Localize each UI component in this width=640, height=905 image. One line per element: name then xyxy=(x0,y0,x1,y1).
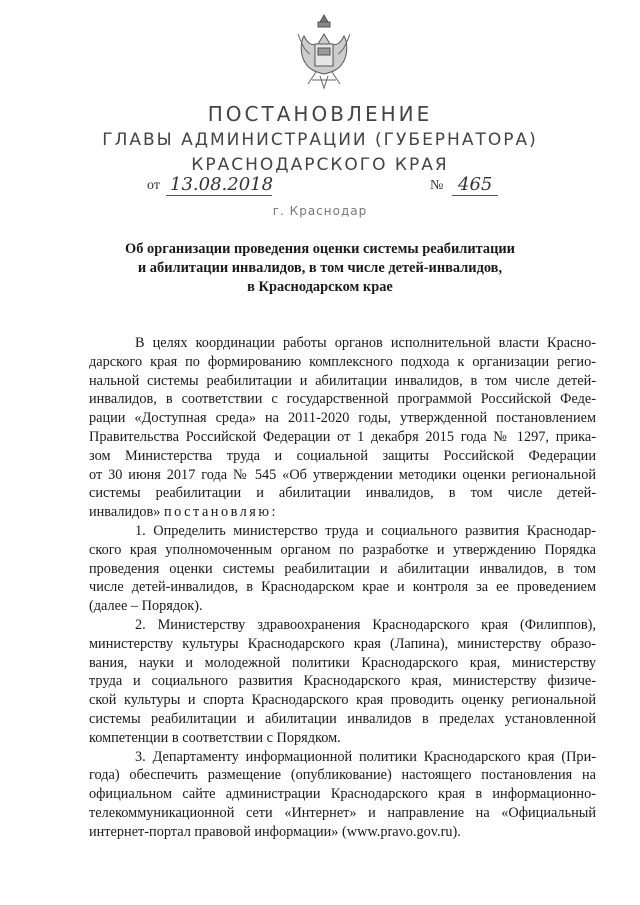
clause-2-paragraph xyxy=(89,616,596,748)
body-line: ской культуры и спорта Краснодарского края проводить оценку региональной xyxy=(89,692,596,709)
region-heading: КРАСНОДАРСКОГО КРАЯ xyxy=(191,155,449,175)
body-line: труда и социального развития Краснодарского края, министерству физиче- xyxy=(89,673,596,690)
body-line: рации «Доступная среда» на 2011-2020 годы, утвержденной постановлением xyxy=(89,410,596,427)
body-line: телекоммуникационной сети «Интернет» и направление на «Официальный xyxy=(89,804,596,821)
title-line: и абилитации инвалидов, в том числе детей-инвалидов, xyxy=(137,260,503,276)
clause-3-paragraph xyxy=(89,748,596,842)
clause-1-paragraph xyxy=(89,522,596,616)
body-line: года) обеспечить размещение (опубликование) настоящего постановления на xyxy=(89,767,596,784)
body-line: дарского края по формированию комплексного подхода к организации регио- xyxy=(89,353,596,370)
date-prefix: от xyxy=(147,178,160,193)
body-line xyxy=(89,503,596,522)
body-line: инвалидов, в соответствии с государственной программой Российской Феде- xyxy=(89,391,596,408)
issuer-heading: ГЛАВЫ АДМИНИСТРАЦИИ (ГУБЕРНАТОРА) xyxy=(102,130,538,150)
number-underline xyxy=(452,195,498,196)
body-line: В целях координации работы органов исполнительной власти Красно- xyxy=(135,335,596,351)
title-line: Об организации проведения оценки системы реабилитации xyxy=(125,241,515,257)
body-line: от 30 июня 2017 года № 545 «Об утверждении методики оценки региональной xyxy=(89,466,596,483)
resolving-word: постановляю: xyxy=(164,504,279,521)
body-line: официальном сайте администрации Краснодарского края в информационно- xyxy=(89,786,596,803)
city-label: г. Краснодар xyxy=(272,204,368,218)
resolution-body xyxy=(89,334,596,842)
document-date: 13.08.2018 xyxy=(170,174,274,195)
body-line-start: инвалидов» xyxy=(89,504,161,521)
body-line: системы реабилитации и абилитации инвалидов в пределах установленной xyxy=(89,710,596,727)
document-number: 465 xyxy=(458,174,493,195)
body-line: 1. Определить министерство труда и социального развития Краснодар- xyxy=(135,522,596,539)
body-line: числе детей-инвалидов, в Краснодарском крае и контроля за ее проведением xyxy=(89,579,596,596)
title-line: в Краснодарском крае xyxy=(247,279,393,295)
body-line: ского края уполномоченным органом по разработке и утверждению Порядка xyxy=(89,541,596,558)
body-line: вания, науки и молодежной политики Краснодарского края, министерству xyxy=(89,654,596,671)
document-type-heading: ПОСТАНОВЛЕНИЕ xyxy=(207,102,433,126)
resolution-title xyxy=(110,240,530,297)
date-underline xyxy=(166,195,272,196)
body-line: системы реабилитации и абилитации инвалидов, в том числе детей- xyxy=(89,485,596,502)
number-prefix: № xyxy=(430,178,444,193)
body-line: интернет-портал правовой информации» (www.pravo.gov.ru). xyxy=(89,823,461,840)
body-line: зом Министерства труда и социальной защиты Российской Федерации xyxy=(89,447,596,464)
body-line: 2. Министерству здравоохранения Краснодарского края (Филиппов), xyxy=(135,616,596,633)
preamble-paragraph xyxy=(89,334,596,522)
body-line: проведения оценки системы реабилитации и абилитации инвалидов, в том xyxy=(89,560,596,577)
body-line: министерству культуры Краснодарского края (Лапина), министерству образо- xyxy=(89,635,596,652)
body-line: Правительства Российской Федерации от 1 декабря 2015 года № 1297, прика- xyxy=(89,428,596,445)
body-line: (далее – Порядок). xyxy=(89,598,203,615)
body-line: 3. Департаменту информационной политики Краснодарского края (При- xyxy=(135,748,596,765)
body-line: компетенции в соответствии с Порядком. xyxy=(89,729,341,746)
coat-of-arms-emblem xyxy=(296,14,352,92)
body-line: нальной системы реабилитации и абилитации инвалидов, в том числе детей- xyxy=(89,372,596,389)
